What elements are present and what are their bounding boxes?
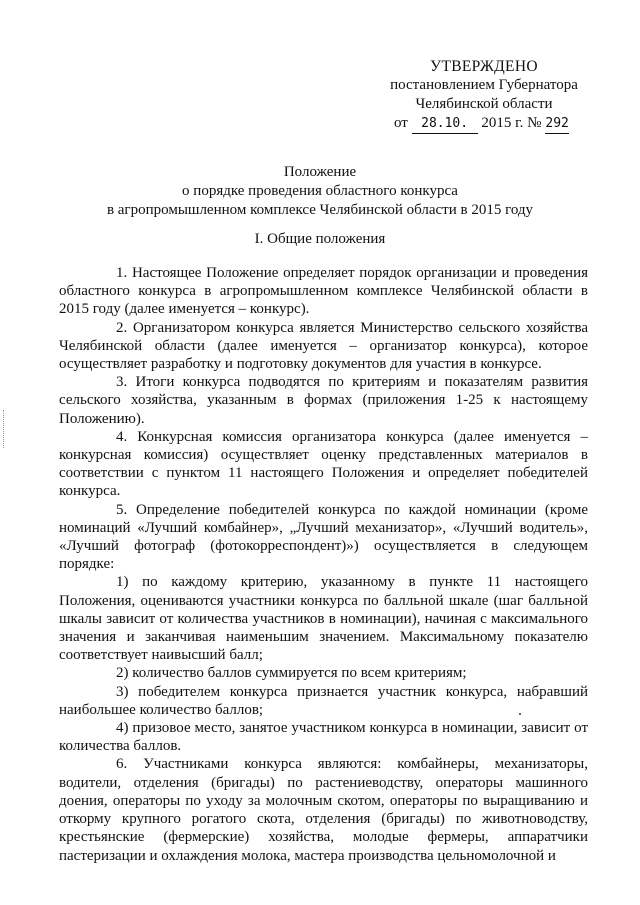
from-label: от xyxy=(394,115,408,131)
approval-heading: УТВЕРЖДЕНО xyxy=(430,58,538,75)
handwritten-date: 28.10. xyxy=(412,114,478,134)
paragraph-5-item-2: 2) количество баллов суммируется по всем критериям; xyxy=(116,665,467,682)
paragraph-2: 2. Организатором конкурса является Министерство сельского хозяйства Челябинской области (далее именуется – организатор конкурса), которое осуществляет разработку и подготовку документов для участия в конкурсе. xyxy=(59,319,588,373)
handwritten-number: 292 xyxy=(545,114,569,134)
scan-speck xyxy=(519,713,521,715)
paragraph-3: 3. Итоги конкурса подводятся по критериям и показателям развития сельского хозяйства, указанным в формах (приложения 1-25 к настоящему Положению). xyxy=(59,374,588,427)
year-text: 2015 г. № xyxy=(481,115,542,131)
title-line-2: о порядке проведения областного конкурса xyxy=(182,183,458,199)
approval-date-line xyxy=(384,114,584,134)
paragraph-5: 5. Определение победителей конкурса по каждой номинации (кроме номинаций «Лучший комбайнер», „Лучший механизатор», «Лучший водитель», «Лучший фотограф (фотокорреспондент)») осуществляется в следующем порядке: xyxy=(59,501,588,573)
scan-margin-mark xyxy=(3,410,5,448)
approval-line-2: Челябинской области xyxy=(415,96,553,112)
title-line-1: Положение xyxy=(283,164,357,180)
paragraph-5-item-1: 1) по каждому критерию, указанному в пункте 11 настоящего Положения, оцениваются участники конкурса по балльной шкале (шаг балльной шкалы зависит от количества участников в номинации), начиная с максимального значения и заканчивая наименьшим значением. Максимальному показателю соответствует наивысший балл; xyxy=(59,574,588,664)
paragraph-5-item-3: 3) победителем конкурса признается участник конкурса, набравший наибольшее количество баллов; xyxy=(59,683,588,718)
paragraph-1: 1. Настоящее Положение определяет порядок организации и проведения областного конкурса в агропромышленном комплексе Челябинской области в 2015 году (далее именуется – конкурс). xyxy=(59,265,588,318)
approval-stamp xyxy=(384,57,584,134)
paragraph-5-item-4: 4) призовое место, занятое участником конкурса в номинации, зависит от количества баллов. xyxy=(59,720,588,755)
title-line-3: в агропромышленном комплексе Челябинской области в 2015 году xyxy=(106,202,534,218)
paragraph-4: 4. Конкурсная комиссия организатора конкурса (далее именуется – конкурсная комиссия) осуществляет оценку представленных материалов в соответствии с пунктом 11 настоящего Положения и определяет победителей конкурса. xyxy=(59,428,588,500)
section-title: I. Общие положения xyxy=(254,231,386,247)
paragraph-6: 6. Участниками конкурса являются: комбайнеры, механизаторы, водители, отделения (бригады) по растениеводству, операторы машинного доения, операторы по уходу за молочным скотом, операторы по выращиванию и откорму крупного рогатого скота, отделения (бригады) по животноводству, крестьянские (фермерские) хозяйства, молодые фермеры, аппаратчики пастеризации и охлаждения молока, мастера производства цельномолочной и xyxy=(59,756,588,864)
approval-line-1: постановлением Губернатора xyxy=(390,77,578,93)
document-body xyxy=(59,264,588,865)
document-title xyxy=(60,163,580,220)
